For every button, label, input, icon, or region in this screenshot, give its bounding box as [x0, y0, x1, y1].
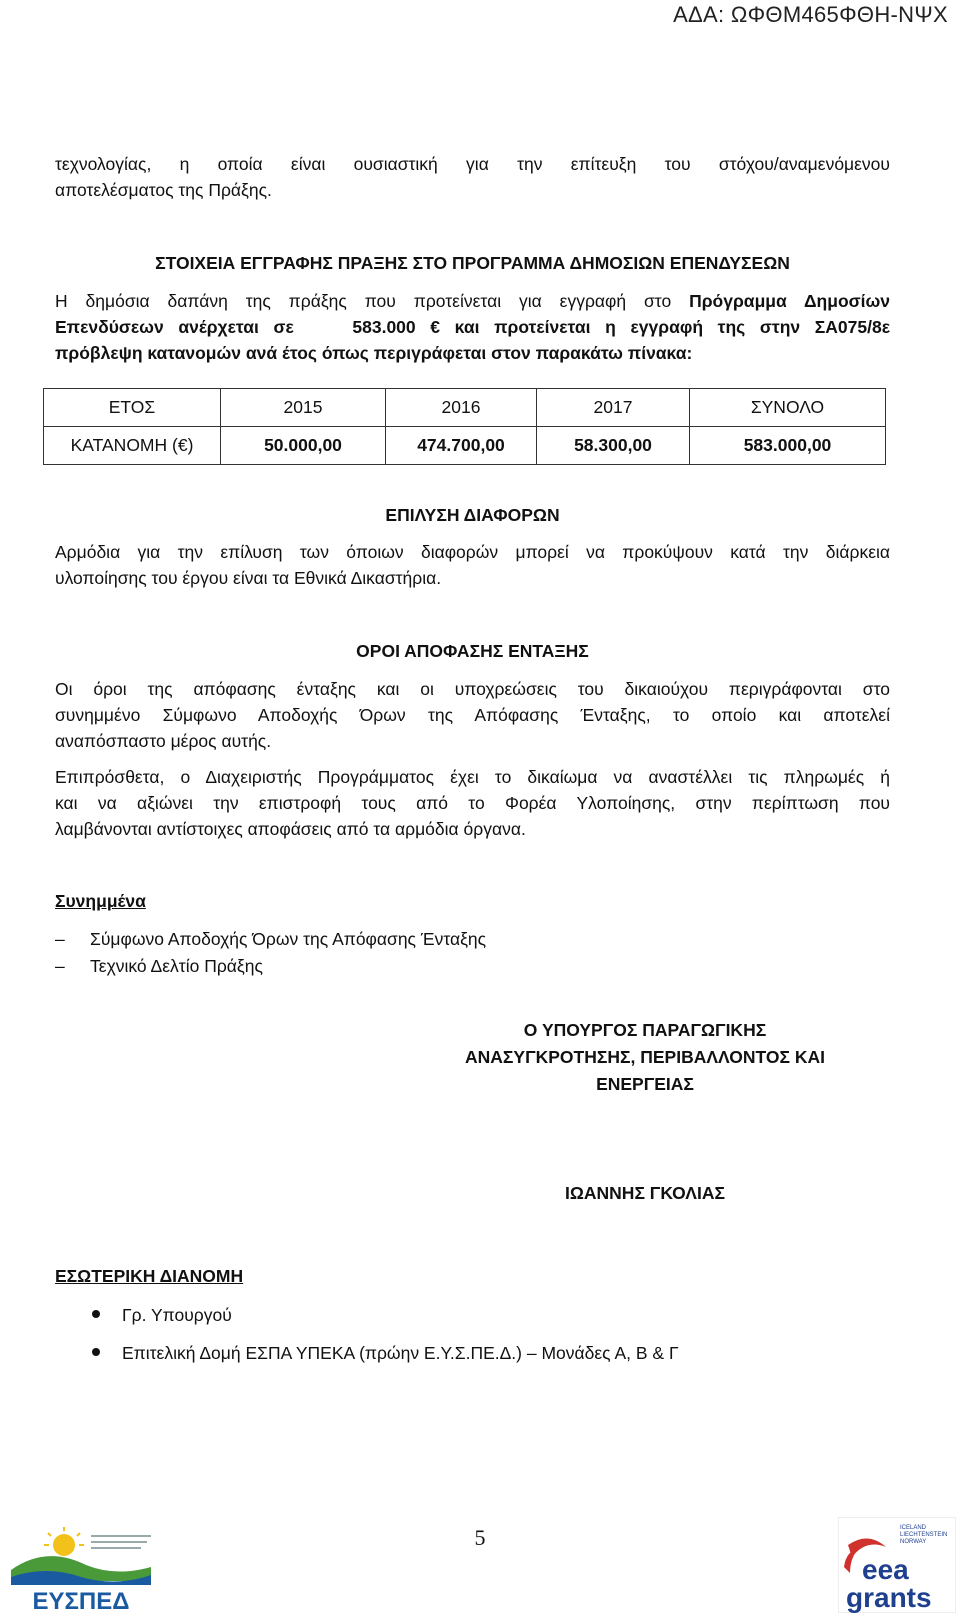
- table-cell: 2015: [221, 389, 386, 427]
- table-cell: ΚΑΤΑΝΟΜΗ (€): [44, 427, 221, 465]
- intro-line-2: αποτελέσματος της Πράξης.: [55, 180, 272, 200]
- table-cell: 2016: [386, 389, 537, 427]
- budget-table: [43, 388, 886, 465]
- distribution-item: [92, 1343, 679, 1364]
- logo-sun: [53, 1534, 75, 1556]
- table-row: [44, 427, 886, 465]
- signatory-name: ΙΩΑΝΝΗΣ ΓΚΟΛΙΑΣ: [565, 1183, 725, 1203]
- table-cell: 50.000,00: [221, 427, 386, 465]
- attachment-label: Σύμφωνο Αποδοχής Όρων της Απόφασης Ένταξης: [90, 929, 487, 949]
- pde-line-2-bold: Επενδύσεων ανέρχεται σε: [55, 317, 294, 337]
- attachments-heading: Συνημμένα: [55, 891, 146, 911]
- dash-mark: –: [55, 956, 65, 976]
- signature-title-line-1: Ο ΥΠΟΥΡΓΟΣ ΠΑΡΑΓΩΓΙΚΗΣ: [523, 1020, 767, 1040]
- terms-p2-line-3: λαμβάνονται αντίστοιχες αποφάσεις από τα αρμόδια όργανα.: [55, 819, 526, 839]
- terms-heading: ΟΡΟΙ ΑΠΟΦΑΣΗΣ ΕΝΤΑΞΗΣ: [356, 641, 589, 661]
- pde-line-1-normal: Η δημόσια δαπάνη της πράξης που προτείνεται για εγγραφή στο: [55, 291, 690, 311]
- bullet-icon: [92, 1348, 100, 1356]
- signature-title-line-3: ΕΝΕΡΓΕΙΑΣ: [596, 1074, 694, 1094]
- pde-line-2-amount: 583.000 € και προτείνεται η εγγραφή της στην ΣΑ075/8ε: [352, 317, 890, 337]
- table-cell: 474.700,00: [386, 427, 537, 465]
- terms-p2-line-2: και να αξιώνει την επιστροφή τους από το Φορέα Υλοποίησης, στην περίπτωση που: [55, 793, 890, 813]
- logo-eea: eea: [862, 1554, 909, 1585]
- pde-line-1-bold: Πρόγραμμα Δημοσίων: [689, 291, 890, 311]
- distribution-heading: ΕΣΩΤΕΡΙΚΗ ΔΙΑΝΟΜΗ: [55, 1266, 244, 1286]
- table-cell: ΕΤΟΣ: [44, 389, 221, 427]
- dash-mark: –: [55, 929, 65, 949]
- bullet-icon: [92, 1310, 100, 1318]
- pde-line-1: [55, 288, 890, 314]
- terms-p1-line-2: συνημμένο Σύμφωνο Αποδοχής Όρων της Απόφασης Ένταξης, το οποίο και αποτελεί: [55, 705, 890, 725]
- table-header-row: [44, 389, 886, 427]
- terms-p1-line-1: Οι όροι της απόφασης ένταξης και οι υποχρεώσεις του δικαιούχου περιγράφονται στο: [55, 679, 890, 699]
- logo-small-line: NORWAY: [900, 1539, 927, 1545]
- logo-small-line: ICELAND: [900, 1525, 927, 1531]
- pde-line-3: πρόβλεψη κατανομών ανά έτος όπως περιγράφεται στον παρακάτω πίνακα:: [55, 343, 693, 363]
- table-cell: 2017: [537, 389, 690, 427]
- disputes-heading: ΕΠΙΛΥΣΗ ΔΙΑΦΟΡΩΝ: [385, 505, 560, 525]
- logo-grants: grants: [846, 1582, 932, 1613]
- table-cell: 583.000,00: [690, 427, 886, 465]
- signature-block: [450, 1017, 840, 1098]
- distribution-label: Γρ. Υπουργού: [122, 1305, 232, 1325]
- intro-line-1: τεχνολογίας, η οποία είναι ουσιαστική για την επίτευξη του στόχου/αναμενόμενου: [55, 154, 890, 174]
- disputes-line-2: υλοποίησης του έργου είναι τα Εθνικά Δικαστήρια.: [55, 568, 442, 588]
- logo-text: ΕΥΣΠΕΔ: [32, 1588, 130, 1613]
- signature-title-line-2: ΑΝΑΣΥΓΚΡΟΤΗΣΗΣ, ΠΕΡΙΒΑΛΛΟΝΤΟΣ ΚΑΙ: [465, 1047, 825, 1067]
- table-cell: ΣΥΝΟΛΟ: [690, 389, 886, 427]
- eea-grants-logo: [838, 1517, 956, 1613]
- attachment-item: [55, 929, 486, 950]
- attachment-item: [55, 956, 263, 977]
- terms-p1-line-3: αναπόσπαστο μέρος αυτής.: [55, 731, 272, 751]
- pde-heading: ΣΤΟΙΧΕΙΑ ΕΓΓΡΑΦΗΣ ΠΡΑΞΗΣ ΣΤΟ ΠΡΟΓΡΑΜΜΑ ΔΗΜΟΣΙΩΝ ΕΠΕΝΔΥΣΕΩΝ: [155, 253, 790, 273]
- pde-line-2: [55, 314, 890, 340]
- logo-small-line: LIECHTENSTEIN: [900, 1532, 948, 1538]
- eyspead-logo: [6, 1525, 156, 1613]
- distribution-label: Επιτελική Δομή ΕΣΠΑ ΥΠΕΚΑ (πρώην Ε.Υ.Σ.ΠΕ.Δ.) – Μονάδες Α, Β & Γ: [122, 1343, 679, 1363]
- terms-p2-line-1: Επιπρόσθετα, ο Διαχειριστής Προγράμματος έχει το δικαίωμα να αναστέλλει τις πληρωμές ή: [55, 767, 890, 787]
- ada-code: ΑΔΑ: ΩΦΘΜ465ΦΘΗ-ΝΨΧ: [673, 2, 948, 27]
- disputes-line-1: Αρμόδια για την επίλυση των όποιων διαφορών μπορεί να προκύψουν κατά την διάρκεια: [55, 542, 890, 562]
- table-cell: 58.300,00: [537, 427, 690, 465]
- attachment-label: Τεχνικό Δελτίο Πράξης: [90, 956, 263, 976]
- page-number: 5: [474, 1525, 486, 1550]
- distribution-item: [92, 1305, 232, 1326]
